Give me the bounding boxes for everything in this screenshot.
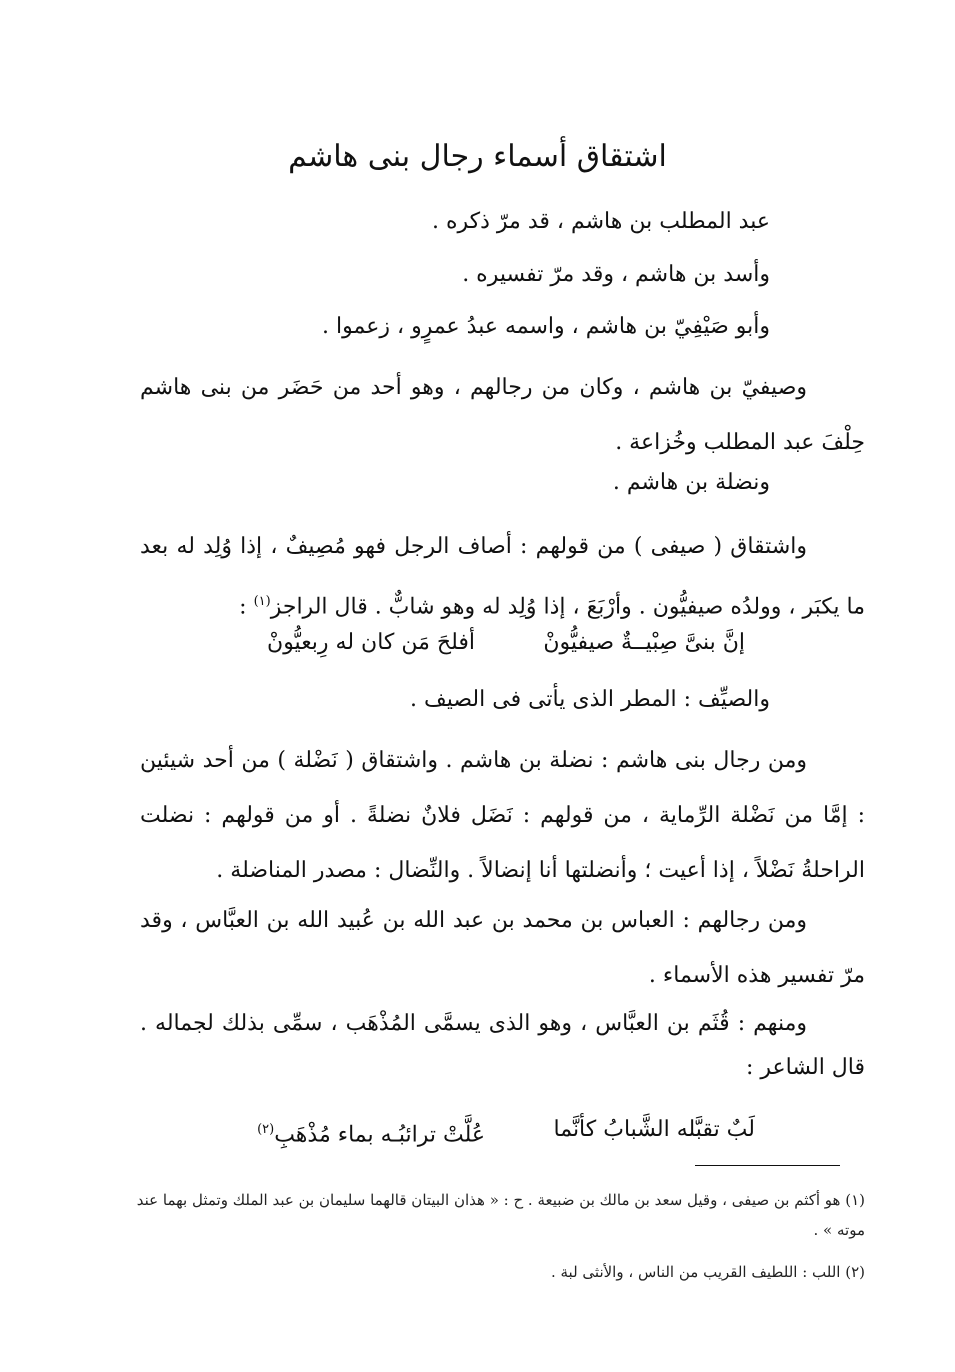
paragraph-etymology-sayfi-text: واشتقاق ( صيفى ) من قولهم : أصاف الرجل فهو مُصِيفٌ ، إذا وُلِد له بعد ما يكبَر ، وولدُه صيفيُّون . وأرْبَعَ ، إذا وُلِد له وهو شابٌّ . قال الراجز <box>140 534 865 620</box>
paragraph-sayfi: وصيفيّ بن هاشم ، وكان من رجالهم ، وهو أحد من حَضَر من بنى هاشم حِلْفَ عبد المطلب وخُزاعة . <box>140 375 865 455</box>
footnote-separator <box>695 1165 840 1166</box>
footnote-ref-2: (٢) <box>257 1122 275 1137</box>
verse-1-first-hemistich: إنَّ بنىَّ صِبْيــةٌ صيفيُّونْ <box>543 630 745 655</box>
line-abu-sayfi: وأبو صَيْفِيّ بن هاشم ، واسمه عبدُ عمرٍو ، زعموا . <box>322 314 770 339</box>
verse-2-second-hemistich-text: عُلَّتْ ترائبُـه بماء مُذْهَبِ <box>274 1122 485 1148</box>
footnote-ref-1: (١) <box>253 594 271 609</box>
line-asad: وأسد بن هاشم ، وقد مرّ تفسيره . <box>462 262 770 287</box>
footnote-1: (١) هو أكثم بن صيفى ، وقيل سعد بن مالك بن ضبيعة . ح : « هذان البيتان قالهما سليمان بن عبد الملك وتمثل بهما عند موته » . <box>136 1191 865 1239</box>
verse-1-second-hemistich: أفلحَ مَن كان له رِبعيُّونْ <box>267 630 475 655</box>
page-title: اشتقاق أسماء رجال بنى هاشم <box>288 139 667 174</box>
paragraph-qutham: ومنهم : قُثَم بن العبَّاس ، وهو الذى يسمَّى المُذْهَب ، سمِّى بذلك لجماله . قال الشاعر : <box>140 1011 865 1080</box>
paragraph-colon: : <box>239 594 247 620</box>
paragraph-abbas: ومن رجالهم : العباس بن محمد بن عبد الله بن عُبيد الله بن العبَّاس ، وقد مرّ تفسير هذه الأسماء . <box>140 908 865 988</box>
line-nadla: ونضلة بن هاشم . <box>612 470 770 495</box>
line-abd-almuttalib: عبد المطلب بن هاشم ، قد مرّ ذكره . <box>432 209 770 234</box>
verse-2-first-hemistich: لَبٌ تقبَّله الشَّبابُ كأنَّما <box>553 1117 755 1142</box>
verse-2-second-hemistich <box>257 1112 485 1153</box>
paragraph-nadla: ومن رجال بنى هاشم : نضلة بن هاشم . واشتقاق ( نَضْلة ) من أحد شيئين : إمَّا من نَضْلة الرِّماية ، من قولهم : نَضَل فلانٌ نضلةً . أو من قولهم : نضلت الراحلةُ نَضْلاً ، إذا أعيت ؛ وأنضلتها أنا إنضالاً . والنِّضال : مصدر المناضلة . <box>140 748 865 883</box>
footnote-2: (٢) اللب : اللطيف القريب من الناس ، والأنثى لبة . <box>550 1263 865 1281</box>
paragraph-etymology-sayfi <box>140 519 865 634</box>
line-sayf-rain: والصيِّف : المطر الذى يأتى فى الصيف . <box>409 687 770 712</box>
